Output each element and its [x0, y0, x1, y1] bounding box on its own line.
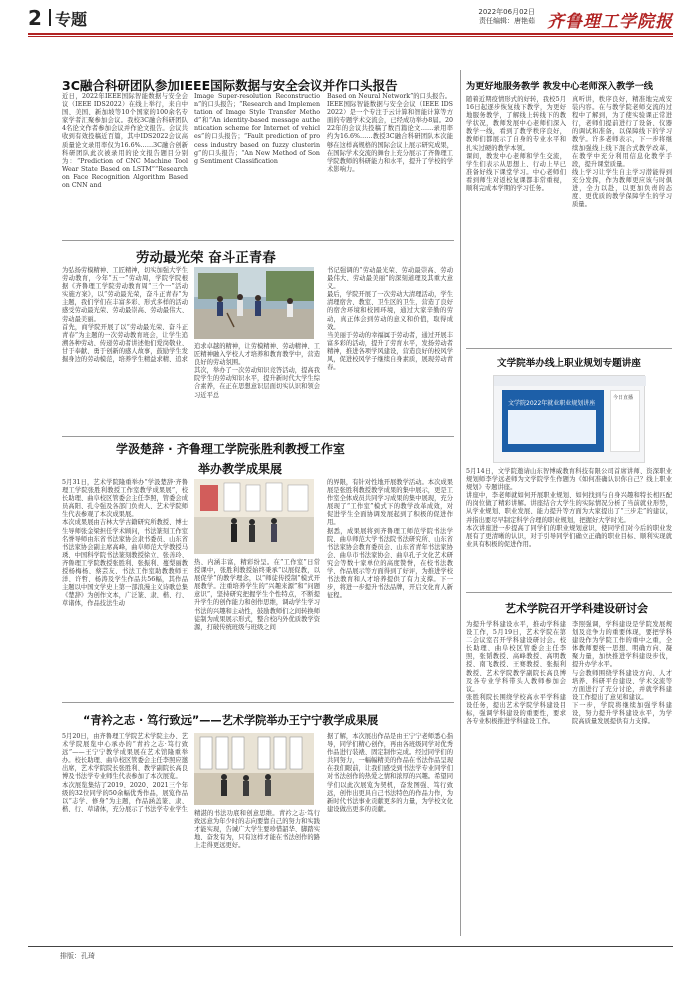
article-body-labor-col2: 追求卓越的精神，让劳模精神、劳动精神、工匠精神融入学校人才培养和教育教学中，营造良好的劳动氛围。 其次，举办了一次劳动知识竞答活动，提高我院学生的劳动知识水平，提升新时代大学生综合素养，在正在思想意识层面切实认识和领会习近平总	[194, 343, 320, 399]
column-divider	[460, 70, 461, 936]
page-number-divider	[49, 9, 51, 26]
divider	[466, 348, 672, 349]
header-rule	[28, 33, 673, 35]
page-header	[28, 6, 673, 32]
article-body-discipline-col2: 李照强调，学科建设是学院发展规划及竞争力的重要体现，要把学科建设作为学院工作的重中之重，全体教师要统一思想、明确方向、凝聚力量，加快推进学科建设步伐，提升办学水平。 与会教师围绕学科建设方向、人才培养、科研平台建设、学术交流等方面进行了充分讨论，并就学科建设工作提出了意见和建议。 下一步，学院将继续加强学科建设，努力提升学科建设水平，为学院高质量发展提供有力支撑。	[572, 621, 672, 726]
article-body-labor-col1: 为弘扬劳模精神、工匠精神，切实加强大学生劳动教育，今年“五一”劳动周，学院学院根据《齐鲁理工学院劳动教育周“三个一”活动实施方案》，以“劳动最光荣，奋斗正青春”为主题，我们学们在丰富多彩、形式多样的活动感受劳动最光荣、劳动最崇高、劳动最伟大、劳动最美丽。 首先，商学院开展了以“劳动最光荣、奋斗正青春”为主题的一次劳动教育班会，让学生追溯各种劳动、传递劳动者讲述他们爱岗敬业、甘于奉献、勇于创新的感人故事，鼓励学生发掘身边的劳动模范，培养学生精益求精、追求	[62, 267, 188, 364]
wang-photo-illustration	[194, 733, 314, 805]
page-number: 2	[28, 6, 42, 30]
divider	[62, 436, 454, 437]
article-title-wang: “青衿之志 · 笃行致远”——艺术学院举办王宁宁教学成果展	[83, 714, 379, 727]
article-body-ieee-col2: Image Super-resolution Reconstruction”的口头报告；“Research and Implementation of Image Style Transfer Method”和“An identity-based message authentication scheme for Internet of vehicles”的口头报告；“Fault prediction of process industry based on fuzzy clustering”的口头报告；“An New Method of Song Sentiment Classification	[194, 93, 320, 165]
article-body-ieee-col1: 近日，2022年IEEE国际智能数据与安全会议（IEEE IDS2022）在线上举行，来自中国、美国、新加坡等10个国家的100余名专家学者汇聚参加会议。我校3C融合科研团队4名论文作者参加会议并作论文报告。会议共收到有效投稿近百篇，其中IDS2022会议高质量论文录用率仅为16.6%……3C融合创新科研团队此次被录用的论文报告题目分别为：“Prediction of CNC Machine Tool Wear State Based on LSTM”“Research on Face Recognition Algorithm Based on CNN and	[62, 93, 191, 190]
header-rule-thin	[28, 36, 673, 37]
issue-date: 2022年06月02日	[478, 8, 535, 16]
article-body-wang-col2: 精湛的书法功底和创意思维。青衿之志·笃行致远意为年少时的志向要靠自己的努力和实践才能实现，告诫广大学生要珍惜韶华、脚踏实地、奋发有为，只有这样才能在书法创作的路上走得更远更好。	[194, 810, 320, 850]
article-body-studio-col3: 的界限，有针对性地开展教学活动。本次成果展是张胜利教授教学成果的集中展示，更是工作室全体成员共同学习成果的集中展现，充分展现了“工作室”模式下的教学改革成效，对促进学生全面协调发展起到了积极的促进作用。 据悉，成果展将到齐鲁理工师范学院书法学院、曲阜师范大学书法院书法研究所、山东省书法家协会教育委员会、山东省青年书法家协会、曲阜市书法家协会、曲阜孔子文化艺术研究会等数十家单位的高度赞誉，在校书法教学、作品展示等方面得到了好评，为推进学校书法教育和人才培养提供了有力支撑。下一步，将进一步提升书法品牌，开启文化育人新征程。	[327, 479, 453, 600]
article-body-service-col1: 随着近期疫情形式的好转，我校5月16日起逐步恢复线下教学，为更好地服务教学，了解线上转线下的教学状况，教师发展中心老师们深入教学一线，看到了教学秩序良好，教师们都展示了自身的专业水平和扎实过硬的教学本领。 课间，教发中心老师和学生交流，学生们表示从思想上、行动上早已准备好线下课堂学习。中心老师们看到师生对返校复课都非常重视，顺利完成本学期的学习任务。	[466, 96, 566, 193]
screenshot-banner-text: 文学院2022年就业职业规划讲座	[508, 400, 596, 407]
article-title-discipline: 艺术学院召开学科建设研讨会	[505, 602, 648, 615]
screenshot-side-label: 今日直播	[613, 395, 634, 401]
screenshot-toolbar	[494, 376, 646, 386]
article-body-studio-col2: 热、内涵丰富，精彩纷呈。在“工作室”日常授课中，张胜利教授始终秉承“以展促教，以展促学”的教学理念，以“师徒传授制”模式开展教学。注重培养学生的“兴趣来源”和“问题意识”，坚持研究把握学生个性特点，不断提升学生的创作能力和创作思维，调动学生学习书法的兴趣和主动性，鼓励教师们之间转换师徒制为成果展示形式，整合校内外优质教学资源，打破传统班级与班级之间	[194, 559, 320, 631]
labor-photo-illustration	[194, 267, 314, 339]
article-body-lecture: 5月14日，文学院邀请山东智博威教育科技有限公司首席讲师、资深职业规划师李学远老师为文学院学生作题为《如何准确认识你自己？线上职业规划》专题讲座。 讲座中，李老师就如何开展职业规划、如何找到与自身兴趣和特长相匹配的岗位做了精彩讲解。讲座结合大学生的实际情况分析了当前就业形势，从学业规划、职业发展、能力提升等方面为大家提出了“三步走”的建议，并指出要尽早制定科学合理的职业规划，把握好大学时光。 本次讲座进一步提高了同学们的职业规划意识，使同学们对今后的职业发展有了更清晰的认识，对于引导同学们确立正确的职业目标、顺利实现就业具有积极的促进作用。	[466, 468, 672, 548]
article-title-lecture: 文学院举办线上职业规划专题讲座	[497, 358, 641, 369]
article-body-wang-col1: 5月20日，由齐鲁理工学院艺术学院主办、艺术学院展览中心承办的“青衿之志·笃行致远”——王宁宁教学成果展在艺术馆隆重举办。校长助理、曲阜校区管委会主任李照应邀出席，艺术学院院长张胜利、教学副院长高良博及书法学专业师生代表参加了本次展览。 本次展览集结了2019、2020、2021三个年级的32位同学的50余幅优秀作品，展览作品以“志学、修身”为主题，作品涵盖篆、隶、楷、行、草诸体，充分展示了书法学专业学生	[62, 733, 188, 813]
article-subtitle-studio: 举办教学成果展	[198, 462, 283, 476]
screenshot-sidebar	[610, 390, 640, 452]
article-body-labor-col3: 书记强调的“劳动最光荣、劳动最崇高、劳动最伟大、劳动最美丽”的深刻道理及其重大意义。 最后，学院开展了一次劳动大清理活动，学生清理宿舍、教室、卫生区的卫生，营造了良好的宿舍环境和校园环境，通过大家辛勤的劳动，真正体会到劳动的意义和价值，取得成效。 当美丽于劳动的幸福属于劳动者，通过开展丰富多彩的活动，提升了劳育水平，发扬劳动者精神，推进各项学风建设，营造良好的校风学风，促进校风学子继续自身素质，展现劳动青春。	[327, 267, 453, 372]
article-body-ieee-col3: Based on Neural Network”的口头报告。 IEEE国际智能数据与安全会议（IEEE IDS 2022）是一个专注于云计算和智能计算等方面的专题学术交流会，已经成功举办8届。2022年的会议共投稿了数百篇论文……录用率约为16.6%……教授3C融合科研团队本次能够在这样高规格的国际会议上展示研究成果，在国际学术交流的舞台上充分展示了齐鲁理工学院教师的科研能力和水平，提升了学校的学术影响力。	[327, 93, 453, 173]
studio-photo-illustration	[194, 479, 314, 554]
article-body-discipline-col1: 为提升学科建设水平，推动学科建设工作，5月19日，艺术学院在第二会议室召开学科建设研讨会。校长助理、曲阜校区管委会主任李照，张韬教授、高峰教授、高明教授、南飞教授、王赛教授、张振利教授、艺术学院教学副院长高良博及各专业学科带头人教师参加会议。 张胜利院长围绕学校高水平学科建设任务，提出艺术学院学科建设目标，强调学科建设的重要性，要求各专业积极推进学科建设工作。	[466, 621, 566, 726]
article-body-service-col2: 真听讲，秩序良好，精准地完成安装内容。在与教学院老师交流的过程中了解到，为了使实验课正常进行，老师们提前进行了设备、仪器的调试和准备，以保障线下的学习教学。许多老师表示，下一步将继续加强线上线下混合式教学改革，在教学中充分利用信息化教学手段，提升课堂质量。 线上学习让学生自主学习潜能得到充分发挥，作为教师更应该与时俱进，全力以赴，以更加负责的态度、更优质的教学保障学生的学习质量。	[572, 96, 672, 209]
layout-editor-credit: 排版：孔琦	[60, 952, 95, 960]
issue-editor: 责任编辑：唐艳茹	[479, 17, 535, 25]
footer-rule	[28, 946, 673, 947]
divider	[466, 592, 672, 593]
article-title-studio: 学汲楚辞 · 齐鲁理工学院张胜利教授工作室	[116, 442, 345, 456]
lecture-screenshot	[493, 375, 645, 463]
screenshot-video	[502, 390, 604, 452]
issue-meta	[478, 8, 535, 26]
article-title-labor: 劳动最光荣 奋斗正青春	[136, 250, 276, 266]
article-title-service: 为更好地服务教学 教发中心老师深入教学一线	[466, 81, 653, 92]
divider	[62, 240, 454, 241]
article-body-wang-col3: 据了解，本次展出作品是由王宁宁老师悉心指导，同学们精心创作，再由各班级同学对优秀作品进行装裱、固定制作完成。经过同学们的共同努力，一幅幅精美的作品在书法作品呈现在我们眼前，让我们感受到书法学专业同学们对书法创作的热爱之情和浓厚的兴趣。希望同学们以此次展览为契机，奋发图强、笃行致远，创作出更具自己书法特色的作品力作，为新时代书法事业贡献更多的力量，为学校文化建设做出更多的贡献。	[327, 733, 453, 813]
screenshot-slide	[508, 410, 596, 444]
masthead-logo: 齐鲁理工学院报	[547, 12, 673, 32]
divider	[62, 702, 454, 703]
section-title: 专题	[55, 10, 88, 29]
wang-photo	[194, 733, 314, 805]
labor-photo	[194, 267, 314, 339]
article-title-ieee: 3C融合科研团队参加IEEE国际数据与安全会议并作口头报告	[62, 78, 398, 93]
studio-photo	[194, 479, 314, 554]
article-body-studio-col1: 5月31日，艺术学院隆重举办“学汲楚辞·齐鲁理工学院张胜利教授工作室教学成果展”，校长助理、曲阜校区管委会主任李照，管委会成员高阳、孔令强及各部门负责人、艺术学院师生代表参观了本次成果展。 本次成果展由吉林大学古籍研究所教授、博士生导师张金梁担任学术顾问，书法篆刻工作室名誉导师由东省书法家协会隶书委员、山东省书法家协会副主席高峰，曲阜师范大学教授马琇、中国科学院书法篆刻教授徐立、张善玲、齐鲁理工学院教授张胜利、张振利、蔓梨丽教授杨梅杨、蔡芸友、书法工作室助教教师王洋、许哲、杨涛及学生作品共56幅，其作品主题以中国文学史上第一部浪漫主义诗歌总集《楚辞》为创作文本，广泛篆、隶、楷、行、草诸体，作品技法生动	[62, 479, 188, 608]
